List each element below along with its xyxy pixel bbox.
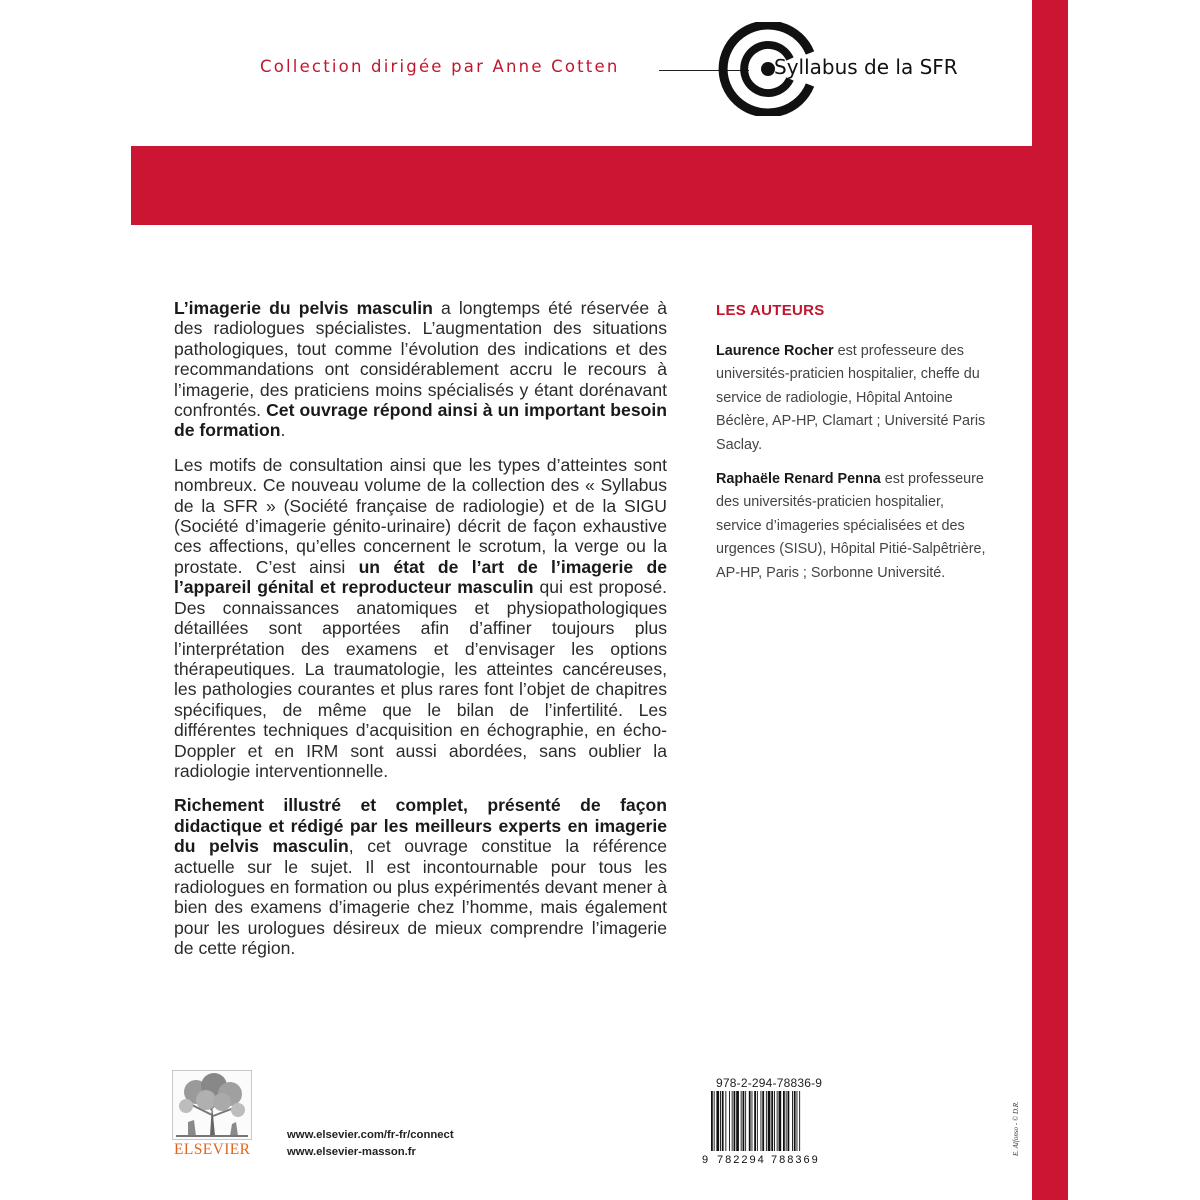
isbn: 978-2-294-78836-9 (716, 1076, 823, 1090)
barcode-bar (714, 1091, 715, 1151)
svg-text:E. Alfonso - © D.R.: E. Alfonso - © D.R. (1012, 1101, 1020, 1156)
publisher-name: ELSEVIER (174, 1141, 251, 1158)
barcode-bar (720, 1091, 721, 1151)
barcode-bar (779, 1091, 782, 1151)
barcode-bar (762, 1091, 764, 1151)
barcode-bar (734, 1091, 736, 1151)
barcode-bar (761, 1091, 762, 1151)
barcode-bar (774, 1091, 775, 1151)
red-spine (1032, 0, 1068, 1200)
elsevier-tree-logo-icon (172, 1070, 252, 1140)
photo-credit (1008, 1085, 1022, 1157)
barcode-bar (766, 1091, 767, 1151)
barcode-bar (716, 1091, 719, 1151)
barcode-bar (741, 1091, 742, 1151)
barcode-bar (794, 1091, 796, 1151)
barcode-bar (711, 1091, 713, 1151)
barcode-bar (786, 1091, 787, 1151)
barcode-bar (799, 1091, 800, 1151)
barcode-bar (757, 1091, 758, 1151)
paragraph-intro: L’imagerie du pelvis masculin a longtemps été réservée à des radiologues spécialistes. L’augmentation des situations pathologiques, tout comme l’évolution des indications et des recommandations ont considérablement accru le recours à l’imagerie, des praticiens moins spécialisés y étant dorénavant confrontés. Cet ouvrage répond ainsi à un important besoin de formation. (174, 298, 668, 441)
link-elsevier-connect[interactable]: www.elsevier.com/fr-fr/connect (287, 1129, 454, 1141)
collection-editor: Collection dirigée par Anne Cotten (260, 57, 620, 76)
barcode-bar (749, 1091, 751, 1151)
authors-section (716, 299, 988, 596)
barcode-bar (783, 1091, 785, 1151)
barcode-bar (797, 1091, 798, 1151)
barcode-right-digits: 788369 (771, 1154, 820, 1166)
barcode-bar (722, 1091, 724, 1151)
isbn-barcode (701, 1091, 829, 1166)
barcode-bar (768, 1091, 771, 1151)
barcode-bar (792, 1091, 793, 1151)
barcode-left-digits: 782294 (717, 1154, 766, 1166)
barcode-bar (754, 1091, 756, 1151)
barcode-bar (743, 1091, 745, 1151)
barcode-bar (788, 1091, 790, 1151)
barcode-bar (725, 1091, 726, 1151)
authors-heading: LES AUTEURS (716, 302, 825, 319)
back-cover-description (174, 298, 667, 973)
barcode-bar (777, 1091, 778, 1151)
barcode-bar (752, 1091, 753, 1151)
paragraph-conclusion: Richement illustré et complet, présenté de façon didactique et rédigé par les meilleurs experts en imagerie du pelvis masculin, cet ouvrage constitue la référence actuelle sur le sujet. Il est incontournable pour tous les radiologues en formation ou plus expérimentés devant mener à bien des examens d’imagerie chez l’homme, mais également pour les urologues désireux de mieux comprendre l’imagerie de cette région. (174, 795, 667, 959)
series-title: Syllabus de la SFR (774, 55, 958, 79)
publisher-links (287, 1127, 454, 1161)
barcode-bar (745, 1091, 746, 1151)
red-title-band (131, 146, 1032, 225)
barcode-bar (771, 1091, 773, 1151)
paragraph-contents: Les motifs de consultation ainsi que les types d’atteintes sont nombreux. Ce nouveau volume de la collection des « Syllabus de la SFR » (Société française de radiologie) et de la SIGU (Société d’imagerie génito-urinaire) décrit de façon exhaustive ces affections, qu’elles concernent le scrotum, la verge ou la prostate. C’est ainsi un état de l’art de l’imagerie de l’appareil génital et reproducteur masculin qui est proposé. Des connaissances anatomiques et physiopathologiques détaillées sont apportées afin d’affiner toujours plus l’interprétation des examens et d’envisager les options thérapeutiques. La traumatologie, les atteintes cancéreuses, les pathologies courantes et plus rares font l’objet de chapitres spécifiques, de même que le bilan de l’infertilité. Les différentes techniques d’acquisition en échographie, en écho-Doppler et en IRM sont aussi abordées, sans oublier la radiologie interventionnelle. (174, 454, 667, 781)
link-elsevier-masson[interactable]: www.elsevier-masson.fr (287, 1146, 416, 1158)
barcode-bar (732, 1091, 733, 1151)
barcode-lead-digit: 9 (702, 1154, 709, 1166)
barcode-bar (729, 1091, 730, 1151)
author-1: Laurence Rocher est professeure des universités-praticien hospitalier, cheffe du service de radiologie, Hôpital Antoine Béclère, AP-HP, Clamart ; Université Paris Saclay. (716, 342, 986, 453)
author-2: Raphaële Renard Penna est professeure des universités-praticien hospitalier, service d’imageries spécialisées et des urgences (SISU), Hôpital Pitié-Salpêtrière, AP-HP, Paris ; Sorbonne Université. (716, 470, 986, 581)
barcode-bar (736, 1091, 739, 1151)
